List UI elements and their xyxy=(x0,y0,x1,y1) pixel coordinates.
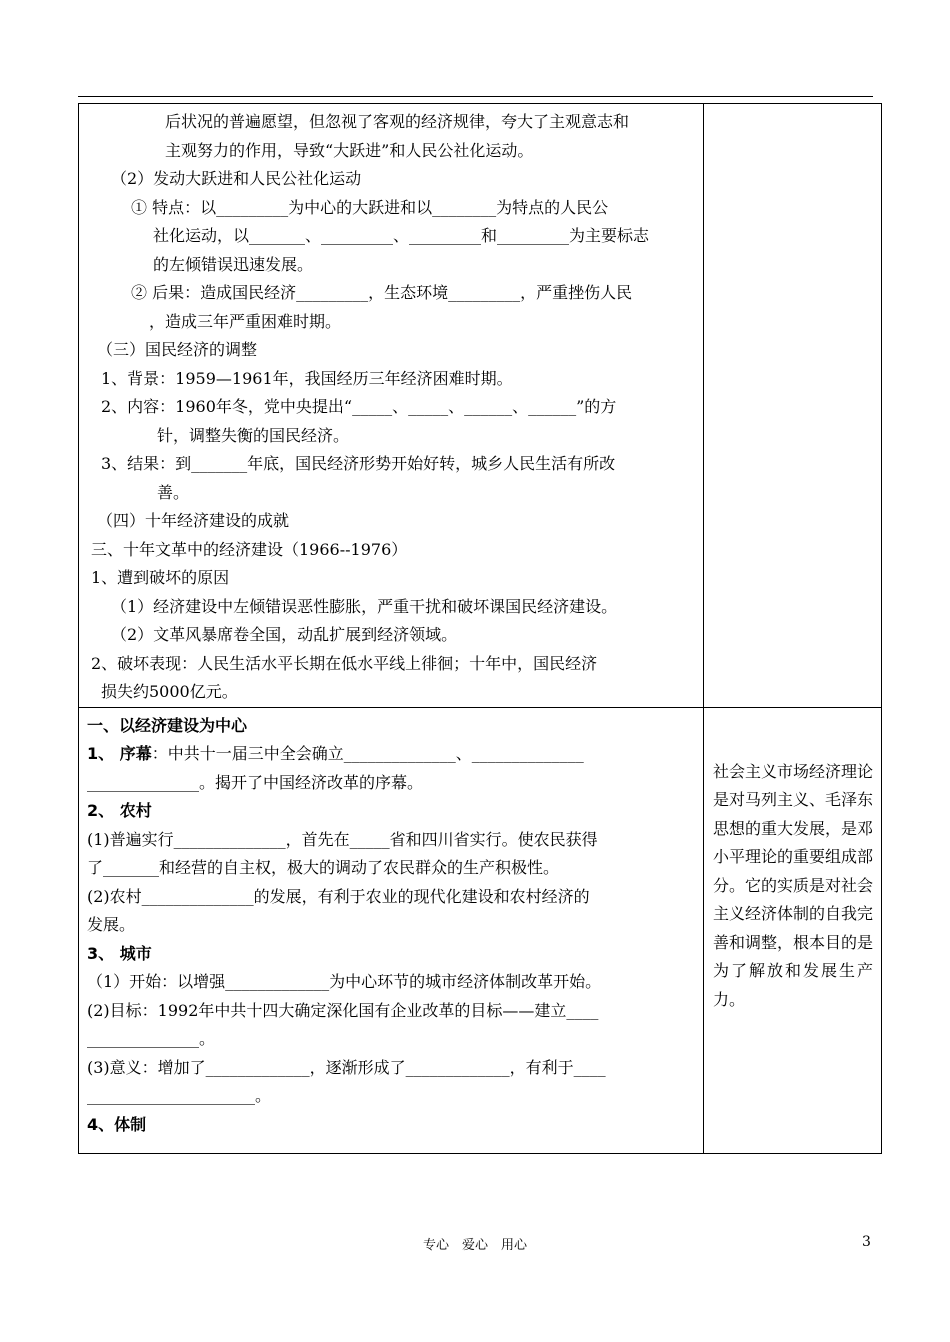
upper-line: （2）文革风暴席卷全国，动乱扩展到经济领域。 xyxy=(111,625,458,644)
upper-line: 2、破坏表现：人民生活水平长期在低水平线上徘徊；十年中，国民经济 xyxy=(91,653,598,673)
lower-line: ______________。揭开了中国经济改革的序幕。 xyxy=(87,772,424,792)
upper-line: 针，调整失衡的国民经济。 xyxy=(157,425,350,445)
upper-line: 损失约5000亿元。 xyxy=(101,682,238,701)
upper-line: 三、十年文革中的经济建设（1966--1976） xyxy=(91,539,408,559)
upper-line: （四）十年经济建设的成就 xyxy=(97,511,290,530)
lower-line: (3)意义：增加了_____________，逐渐形成了_____________，有利于____ xyxy=(87,1057,606,1077)
lower-line: (1)普遍实行______________，首先在_____省和四川省实行。使农民获得 xyxy=(87,829,598,849)
page-number: 3 xyxy=(862,1234,871,1250)
upper-line: ，造成三年严重困难时期。 xyxy=(149,311,342,331)
upper-line: （2）发动大跃进和人民公社化运动 xyxy=(111,169,362,188)
upper-line: 3、结果：到_______年底，国民经济形势开始好转，城乡人民生活有所改 xyxy=(101,454,616,473)
upper-line: （三）国民经济的调整 xyxy=(97,340,258,359)
content-table xyxy=(78,103,882,1154)
section-heading: 3、 城市 xyxy=(87,943,152,963)
header-rule xyxy=(78,96,873,97)
lower-line xyxy=(87,740,693,769)
upper-line: ① 特点：以_________为中心的大跃进和以________为特点的人民公 xyxy=(131,197,609,217)
upper-line: 后状况的普遍愿望，但忽视了客观的经济规律，夸大了主观意志和 xyxy=(165,112,630,131)
upper-line: 1、遭到破坏的原因 xyxy=(91,568,230,587)
lower-main-cell xyxy=(79,707,704,1153)
footer-motto: 专心 爱心 用心 xyxy=(422,1238,527,1253)
upper-line: 2、内容：1960年冬，党中央提出“_____、_____、______、______”的方 xyxy=(101,397,617,416)
lower-line: (2)农村______________的发展，有利于农业的现代化建设和农村经济的 xyxy=(87,886,590,906)
upper-line: （1）经济建设中左倾错误恶性膨胀，严重干扰和破坏课国民经济建设。 xyxy=(111,596,618,616)
section-heading: 一、以经济建设为中心 xyxy=(87,715,248,735)
upper-line: 主观努力的作用，导致“大跃进”和人民公社化运动。 xyxy=(165,140,534,160)
inline-text: ：中共十一届三中全会确立______________、______________ xyxy=(151,744,584,763)
section-heading: 4、体制 xyxy=(87,1114,147,1134)
upper-line: 1、背景：1959—1961年，我国经历三年经济困难时期。 xyxy=(101,368,513,388)
lower-line: _____________________。 xyxy=(87,1086,272,1105)
lower-line: (2)目标：1992年中共十四大确定深化国有企业改革的目标——建立____ xyxy=(87,1000,599,1020)
upper-line: 善。 xyxy=(157,482,190,502)
section-heading: 2、 农村 xyxy=(87,801,152,820)
upper-text-block xyxy=(79,104,703,707)
lower-line: 发展。 xyxy=(87,915,136,934)
lower-line: ______________。 xyxy=(87,1029,216,1048)
upper-line: ② 后果：造成国民经济_________，生态环境_________，严重挫伤人民 xyxy=(131,283,633,302)
upper-main-cell xyxy=(79,104,704,708)
side-note: 社会主义市场经济理论是对马列主义、毛泽东思想的重大发展，是邓小平理论的重要组成部分。它的实质是对社会主义经济体制的自我完善和调整，根本目的是为了解放和发展生产力。 xyxy=(713,761,874,1009)
upper-side-cell xyxy=(704,104,882,708)
inline-bold-label: 1、 序幕 xyxy=(87,744,152,763)
lower-side-cell xyxy=(704,707,882,1153)
lower-line: （1）开始：以增强_____________为中心环节的城市经济体制改革开始。 xyxy=(87,972,602,991)
upper-line: 的左倾错误迅速发展。 xyxy=(153,254,314,274)
lower-text-block xyxy=(79,708,703,1140)
lower-line: 了_______和经营的自主权，极大的调动了农民群众的生产积极性。 xyxy=(87,858,560,877)
upper-line: 社化运动，以_______、_________、_________和_________为主要标志 xyxy=(153,226,650,245)
